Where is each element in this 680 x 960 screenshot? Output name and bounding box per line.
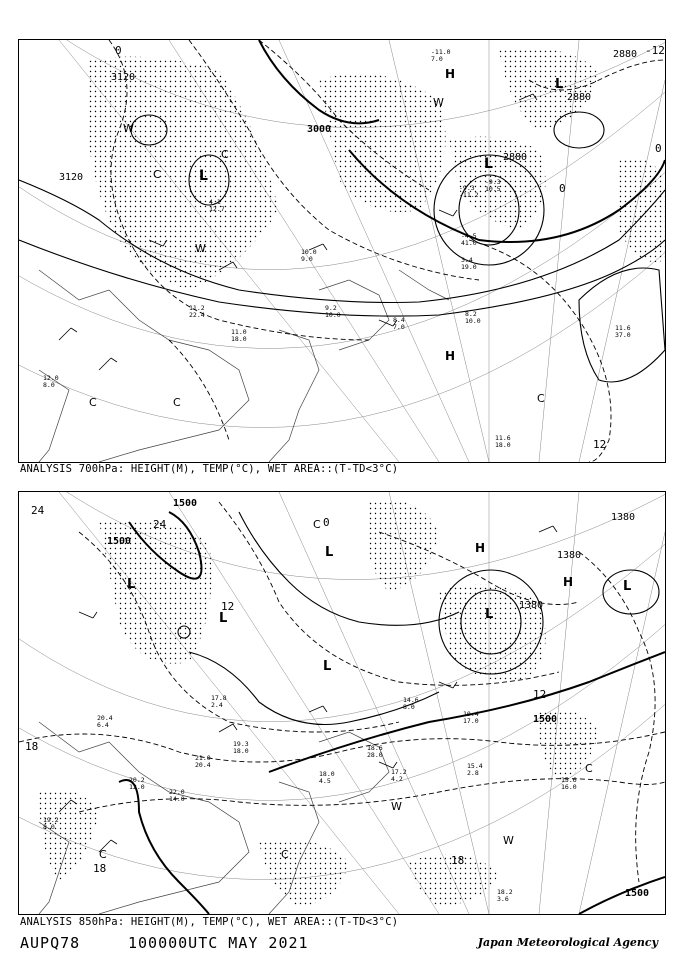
station-obs: 15.6 16.0 xyxy=(561,776,577,791)
product-id: AUPQ78 xyxy=(20,934,81,952)
high-center: H xyxy=(563,575,574,589)
low-center: L xyxy=(199,168,208,184)
warm-center: W xyxy=(391,800,402,813)
map-850hpa xyxy=(18,491,666,915)
cold-center: C xyxy=(153,168,161,181)
valid-time: 100000UTC MAY 2021 xyxy=(128,934,309,952)
high-center: H xyxy=(475,541,486,555)
warm-center: W xyxy=(433,96,444,109)
station-obs: 21.0 20.4 xyxy=(195,754,211,769)
station-obs: 11.2 22.4 xyxy=(189,304,205,319)
station-obs: 4.1 12.7 xyxy=(209,198,225,213)
station-obs: 17.8 2.4 xyxy=(211,694,227,709)
station-obs: -9.3 -11.2 xyxy=(459,184,479,199)
isotherm-label: 18 xyxy=(451,854,465,867)
high-center: H xyxy=(445,67,456,81)
cold-center: C xyxy=(99,848,107,861)
station-obs: 8.2 10.0 xyxy=(465,310,481,325)
low-center: L xyxy=(219,611,228,626)
low-center: L xyxy=(127,577,136,592)
height-contour-label: 2880 xyxy=(567,92,592,103)
cold-center: C xyxy=(537,392,545,405)
caption-850hpa: ANALYSIS 850hPa: HEIGHT(M), TEMP(°C), WET AREA::(T-TD<3°C) xyxy=(20,916,399,928)
isotherm-label: -12 xyxy=(645,44,665,57)
height-contour-label: 1500 xyxy=(533,714,558,725)
height-contour-label: 2880 xyxy=(503,152,528,163)
isotherm-label: 0 xyxy=(559,182,566,195)
chart-850hpa-svg xyxy=(19,492,665,914)
cold-center: C xyxy=(313,518,321,531)
cold-center: C xyxy=(173,396,181,409)
height-contour-label: 1500 xyxy=(625,888,650,899)
station-obs: 10.0 9.0 xyxy=(301,248,317,263)
height-contour-label: 3120 xyxy=(59,172,84,183)
height-contour-label: 2880 xyxy=(613,49,638,60)
height-contour-label: 1380 xyxy=(611,512,636,523)
station-obs: 10.4 17.0 xyxy=(463,710,479,725)
isotherm-label: 24 xyxy=(153,518,167,531)
height-contour-label: 1500 xyxy=(173,498,198,509)
isotherm-label: 12 xyxy=(221,600,235,613)
station-obs: 19.2 8.0 xyxy=(43,816,59,831)
station-obs: 14.6 8.0 xyxy=(403,696,419,711)
isotherm-label: 0 xyxy=(115,44,122,57)
station-obs: 11.0 18.0 xyxy=(231,328,247,343)
station-obs: 3.4 19.0 xyxy=(461,256,477,271)
low-center: L xyxy=(555,77,564,92)
station-obs: 11.6 37.0 xyxy=(615,324,631,339)
wet-areas xyxy=(87,48,666,291)
station-obs: -4.5 41.0 xyxy=(461,232,477,247)
isotherm-label: 0 xyxy=(323,516,330,529)
isotherm-label: 0 xyxy=(655,142,662,155)
isotherm-label: 12 xyxy=(593,438,607,451)
station-obs: 17.2 4.2 xyxy=(391,768,407,783)
station-obs: 19.3 18.0 xyxy=(233,740,249,755)
station-obs: 20.4 6.4 xyxy=(97,714,113,729)
height-contour-label: 1380 xyxy=(519,600,544,611)
low-center: L xyxy=(325,545,334,560)
cold-center: C xyxy=(89,396,97,409)
high-center: H xyxy=(445,349,456,363)
low-center: L xyxy=(484,156,493,172)
height-contour-label: 1380 xyxy=(557,550,582,561)
height-contour-label: 3120 xyxy=(111,72,136,83)
station-obs: 15.4 2.8 xyxy=(467,762,483,777)
cold-center: C xyxy=(585,762,593,775)
height-contour-label: 1500 xyxy=(107,536,132,547)
warm-center: W xyxy=(123,122,134,135)
station-obs: 20.2 12.0 xyxy=(129,776,145,791)
coastlines xyxy=(39,270,449,462)
station-obs: 18.6 28.0 xyxy=(367,744,383,759)
station-obs: 9.2 10.0 xyxy=(325,304,341,319)
low-center: L xyxy=(323,659,332,674)
station-obs: -11.0 7.0 xyxy=(431,48,451,63)
chart-700hpa-svg xyxy=(19,40,665,462)
isotherm-label: 18 xyxy=(93,862,107,875)
caption-700hpa: ANALYSIS 700hPa: HEIGHT(M), TEMP(°C), WET AREA::(T-TD<3°C) xyxy=(20,463,399,475)
isotherm-label: 18 xyxy=(25,740,39,753)
low-center: L xyxy=(623,579,632,594)
station-obs: -9.3 10.5 xyxy=(485,178,501,193)
cold-center: C xyxy=(221,148,229,161)
map-700hpa xyxy=(18,39,666,463)
isotherm-label: 12 xyxy=(533,688,547,701)
station-obs: 18.0 4.5 xyxy=(319,770,335,785)
station-obs: 22.0 14.0 xyxy=(169,788,185,803)
warm-center: W xyxy=(503,834,514,847)
station-obs: 11.6 18.0 xyxy=(495,434,511,449)
cold-center: C xyxy=(281,848,289,861)
station-obs: 18.2 3.6 xyxy=(497,888,513,903)
station-obs: 8.4 7.0 xyxy=(393,316,405,331)
low-center: L xyxy=(485,607,494,622)
height-contour-label: 3000 xyxy=(307,124,332,135)
warm-center: W xyxy=(195,242,206,255)
agency-name: Japan Meteorological Agency xyxy=(477,936,658,949)
isotherm-label: 24 xyxy=(31,504,45,517)
station-obs: 12.0 8.0 xyxy=(43,374,59,389)
